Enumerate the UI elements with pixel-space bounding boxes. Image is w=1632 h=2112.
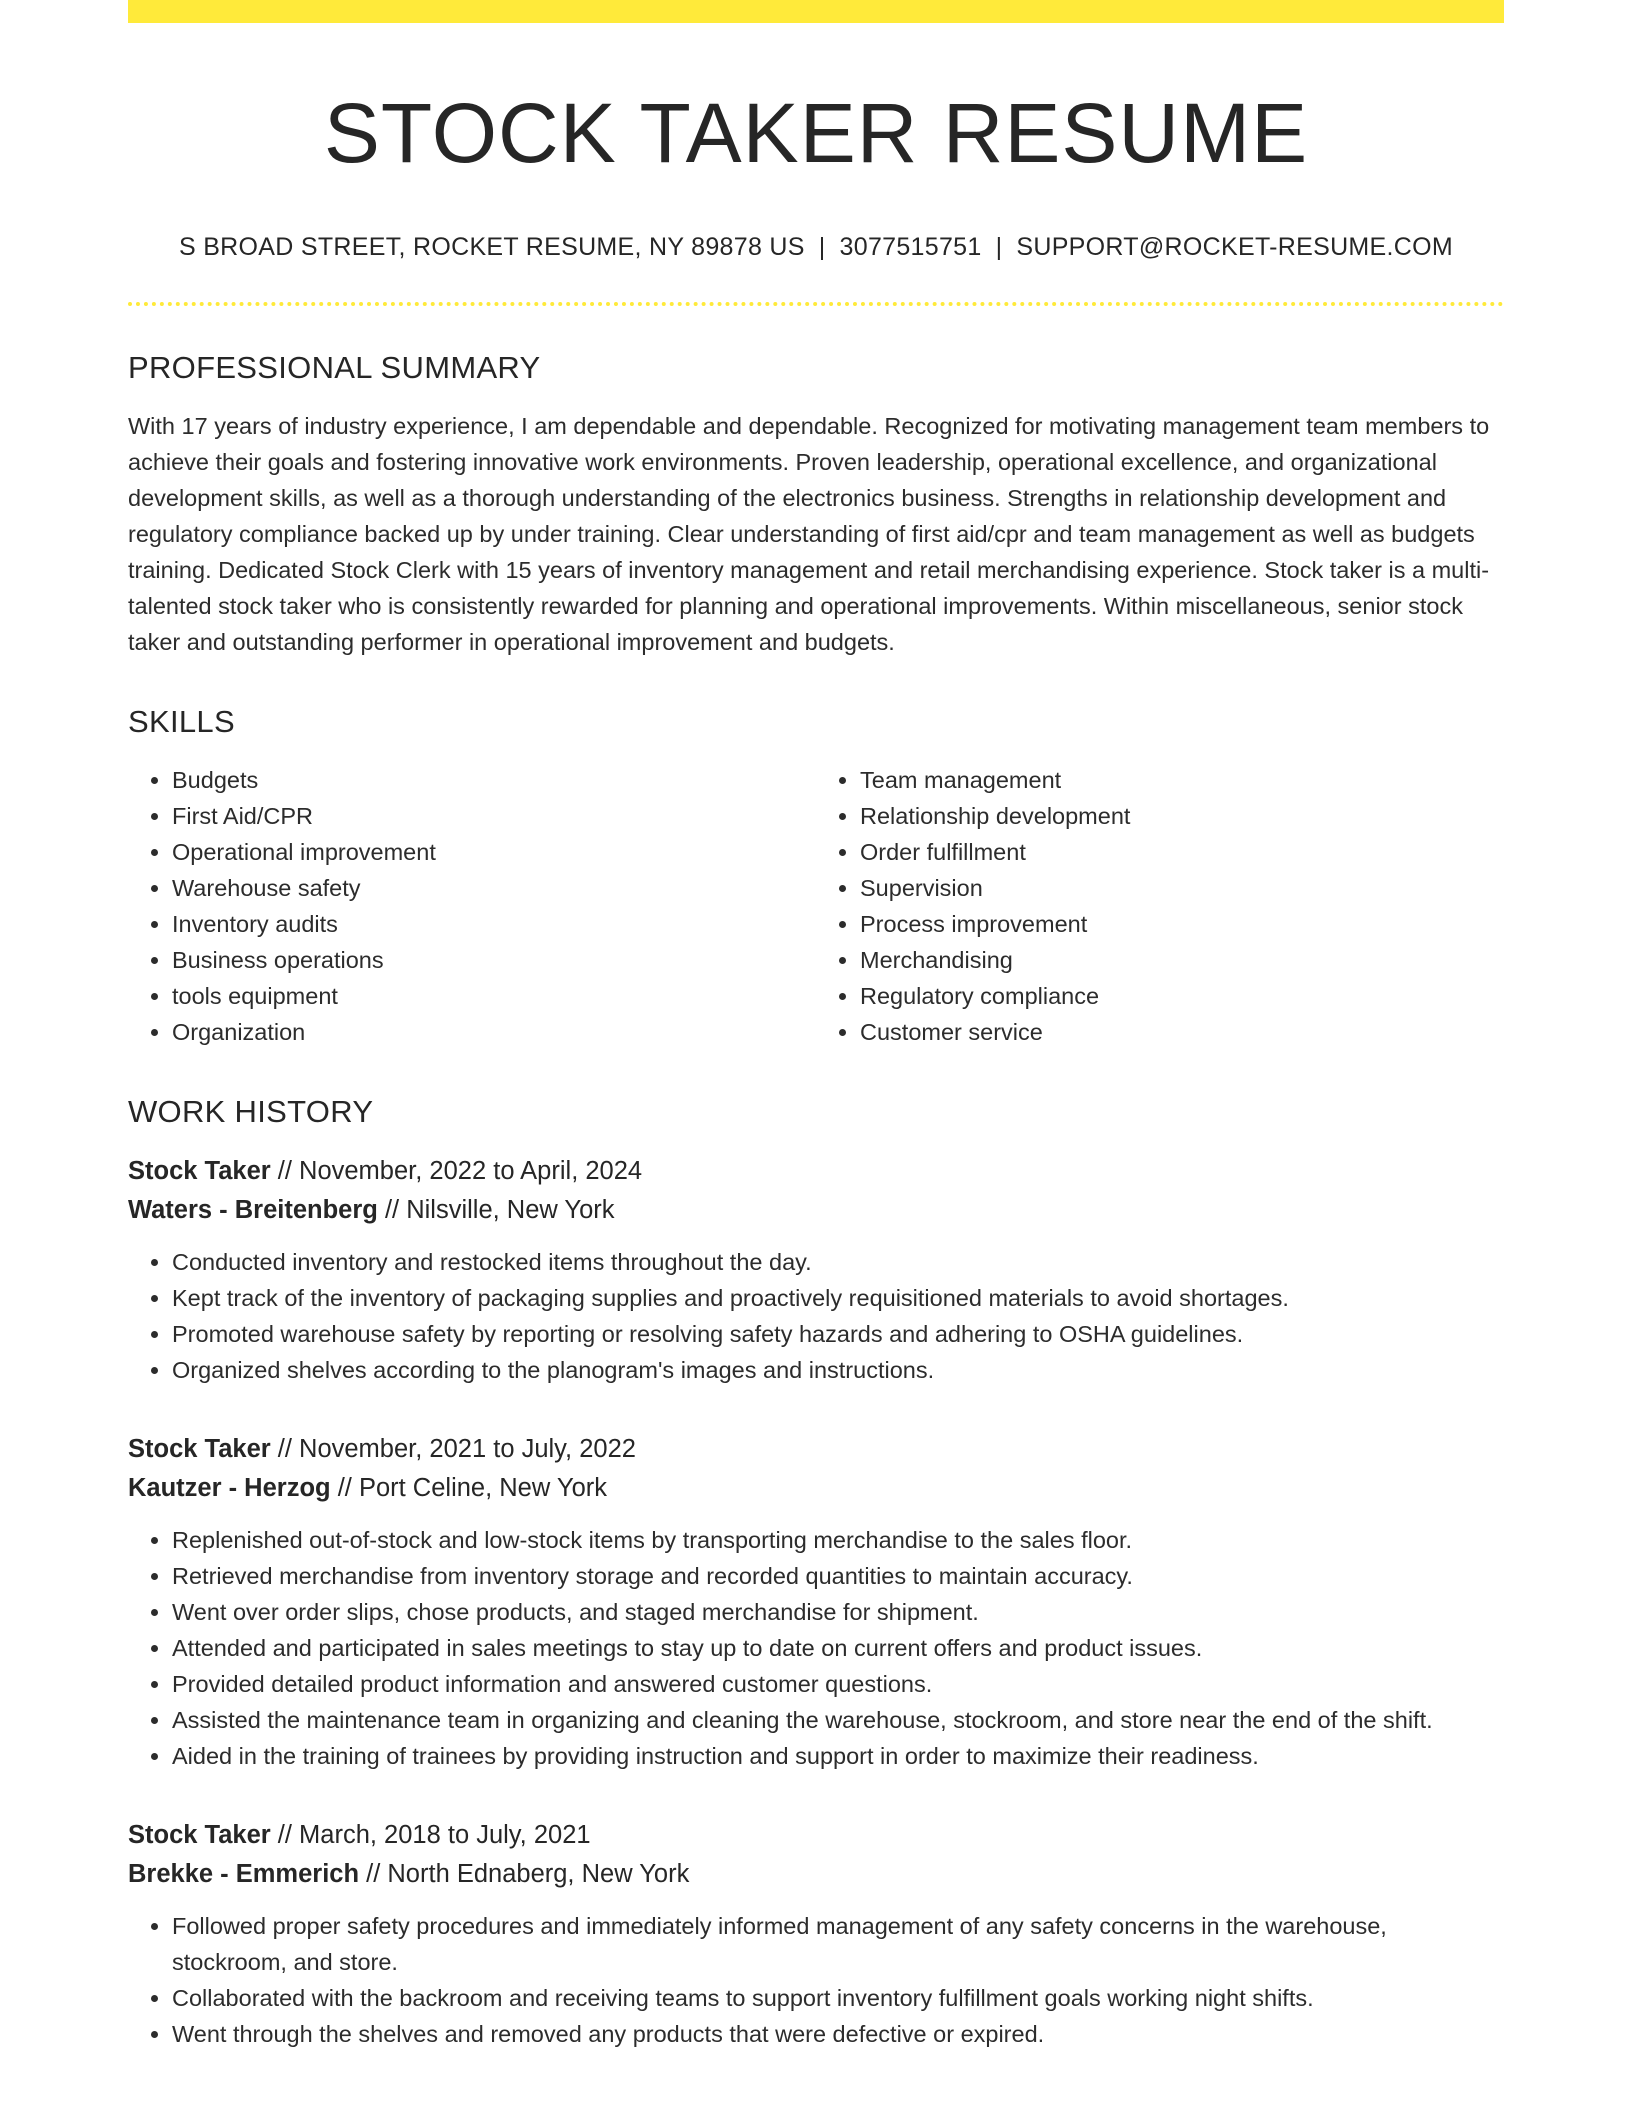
- skill-item: • Customer service: [860, 1014, 1504, 1050]
- job-title-line: [128, 1816, 1504, 1855]
- job-title-line: [128, 1430, 1504, 1469]
- skill-item: • Supervision: [860, 870, 1504, 906]
- job-company-line: [128, 1469, 1504, 1508]
- job-bullet: • Attended and participated in sales meetings to stay up to date on current offers and product issues.: [172, 1630, 1504, 1666]
- skill-item: • Order fulfillment: [860, 834, 1504, 870]
- job-title-line: [128, 1152, 1504, 1191]
- job-separator: //: [270, 1821, 300, 1850]
- resume-title: STOCK TAKER RESUME: [323, 86, 1309, 180]
- contact-phone: 3077515751: [839, 233, 982, 262]
- job-bullet: • Provided detailed product information and answered customer questions.: [172, 1666, 1504, 1702]
- job-dates: March, 2018 to July, 2021: [299, 1821, 591, 1850]
- job-title: Stock Taker: [128, 1435, 271, 1464]
- job-bullet: • Conducted inventory and restocked items throughout the day.: [172, 1244, 1504, 1280]
- work-history-list: [128, 1152, 1504, 2052]
- job-bullets: [128, 1908, 1504, 2052]
- job-dates: November, 2022 to April, 2024: [299, 1157, 643, 1186]
- job-separator: //: [330, 1474, 359, 1503]
- skill-item: • Organization: [172, 1014, 816, 1050]
- job-bullet: • Assisted the maintenance team in organizing and cleaning the warehouse, stockroom, and store near the end of the shift.: [172, 1702, 1504, 1738]
- job-bullet: • Went over order slips, chose products, and staged merchandise for shipment.: [172, 1594, 1504, 1630]
- contact-email: SUPPORT@ROCKET-RESUME.COM: [1016, 233, 1454, 262]
- skill-item: • Operational improvement: [172, 834, 816, 870]
- job-separator: //: [359, 1860, 388, 1889]
- job-company: Kautzer - Herzog: [128, 1474, 331, 1503]
- skill-item: • Relationship development: [860, 798, 1504, 834]
- job-title: Stock Taker: [128, 1821, 271, 1850]
- skills-heading: SKILLS: [128, 704, 235, 740]
- summary-text: With 17 years of industry experience, I am dependable and dependable. Recognized for motivating management team members to achieve their goals and fostering innovative work environments. Proven leadership, operational excellence, and organizational development skills, as well as a thorough understanding of the electronics business. Strengths in relationship development and regulatory compliance backed up by under training. Clear understanding of first aid/cpr and team management as well as budgets training. Dedicated Stock Clerk with 15 years of inventory management and retail merchandising experience. Stock taker is a multi-talented stock taker who is consistently rewarded for planning and operational improvements. Within miscellaneous, senior stock taker and outstanding performer in operational improvement and budgets.: [128, 413, 1490, 656]
- job-location: North Ednaberg, New York: [387, 1860, 690, 1889]
- job-company: Brekke - Emmerich: [128, 1860, 360, 1889]
- job-location: Port Celine, New York: [358, 1474, 607, 1503]
- job-bullet: • Retrieved merchandise from inventory storage and recorded quantities to maintain accuracy.: [172, 1558, 1504, 1594]
- job-entry: [128, 1152, 1504, 1388]
- skill-item: • Regulatory compliance: [860, 978, 1504, 1014]
- job-entry: [128, 1816, 1504, 2052]
- job-bullet: • Collaborated with the backroom and receiving teams to support inventory fulfillment goals working night shifts.: [172, 1980, 1504, 2016]
- job-separator: //: [270, 1157, 300, 1186]
- skills-list-left: [128, 762, 816, 1050]
- skills-list-right: [816, 762, 1504, 1050]
- job-separator: //: [377, 1196, 407, 1225]
- job-bullet: • Followed proper safety procedures and immediately informed management of any safety concerns in the warehouse, stockroom, and store.: [172, 1908, 1504, 1980]
- job-entry: [128, 1430, 1504, 1774]
- job-company-line: [128, 1191, 1504, 1230]
- skills-grid: [128, 762, 1504, 1050]
- skill-item: • Warehouse safety: [172, 870, 816, 906]
- job-location: Nilsville, New York: [406, 1196, 615, 1225]
- skill-item: • Team management: [860, 762, 1504, 798]
- job-bullets: [128, 1522, 1504, 1774]
- summary-heading: PROFESSIONAL SUMMARY: [128, 350, 541, 386]
- job-bullet: • Replenished out-of-stock and low-stock items by transporting merchandise to the sales floor.: [172, 1522, 1504, 1558]
- work-history-heading: WORK HISTORY: [128, 1094, 374, 1130]
- job-bullet: • Aided in the training of trainees by providing instruction and support in order to maximize their readiness.: [172, 1738, 1504, 1774]
- skill-item: • tools equipment: [172, 978, 816, 1014]
- skill-item: • Budgets: [172, 762, 816, 798]
- job-bullet: • Organized shelves according to the planogram's images and instructions.: [172, 1352, 1504, 1388]
- job-company: Waters - Breitenberg: [128, 1196, 378, 1225]
- contact-separator: |: [995, 233, 1003, 262]
- skill-item: • Process improvement: [860, 906, 1504, 942]
- job-separator: //: [270, 1435, 300, 1464]
- dotted-divider: [128, 302, 1504, 306]
- job-bullet: • Kept track of the inventory of packaging supplies and proactively requisitioned materials to avoid shortages.: [172, 1280, 1504, 1316]
- accent-top-bar: [128, 0, 1504, 23]
- contact-separator: |: [818, 233, 826, 262]
- job-bullet: • Went through the shelves and removed any products that were defective or expired.: [172, 2016, 1504, 2052]
- skill-item: • First Aid/CPR: [172, 798, 816, 834]
- job-bullets: [128, 1244, 1504, 1388]
- skill-item: • Merchandising: [860, 942, 1504, 978]
- job-company-line: [128, 1855, 1504, 1894]
- job-bullet: • Promoted warehouse safety by reporting or resolving safety hazards and adhering to OSHA guidelines.: [172, 1316, 1504, 1352]
- skill-item: • Business operations: [172, 942, 816, 978]
- job-title: Stock Taker: [128, 1157, 271, 1186]
- contact-line: [128, 233, 1504, 262]
- resume-page: [128, 0, 1504, 2052]
- job-dates: November, 2021 to July, 2022: [299, 1435, 636, 1464]
- contact-address: S BROAD STREET, ROCKET RESUME, NY 89878 US: [178, 233, 805, 262]
- skill-item: • Inventory audits: [172, 906, 816, 942]
